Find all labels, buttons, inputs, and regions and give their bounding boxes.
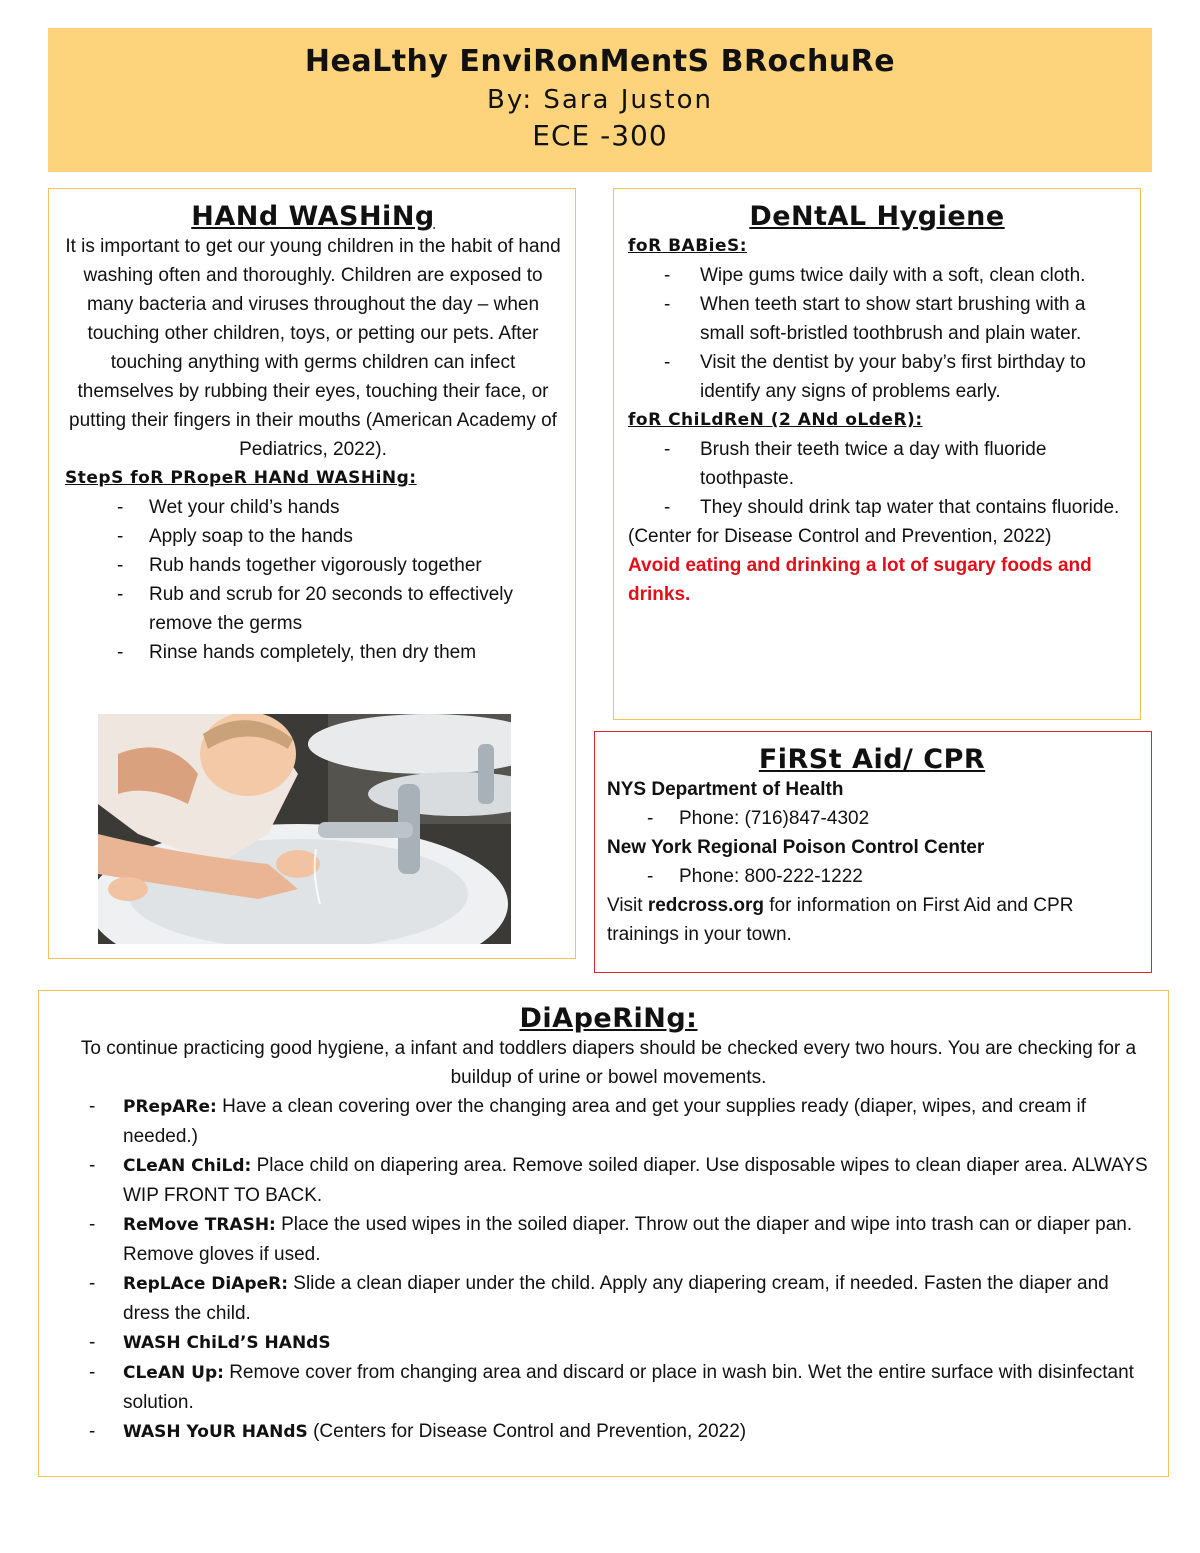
- dental-hygiene-heading: DeNtAL Hygiene: [749, 201, 1005, 232]
- steps-heading: StepS foR PRopeR HANd WASHiNg:: [65, 468, 417, 488]
- babies-list: [628, 261, 1126, 406]
- phone-number: - Phone: (716)847-4302: [607, 804, 1137, 833]
- list-item: - Brush their teeth twice a day with fluoride toothpaste.: [628, 435, 1126, 493]
- list-item: [69, 1417, 1148, 1447]
- org-nys-health: NYS Department of Health: [607, 779, 844, 800]
- diapering-heading: DiApeRiNg:: [519, 1003, 698, 1034]
- diapering-steps: [69, 1092, 1148, 1447]
- hand-washing-heading: HANd WASHiNg: [191, 201, 435, 232]
- list-item: - Apply soap to the hands: [65, 522, 561, 551]
- visit-prefix: Visit: [607, 895, 648, 916]
- first-aid-section: [594, 731, 1152, 973]
- step-label: PRepARe:: [123, 1097, 217, 1117]
- list-item: - Rub and scrub for 20 seconds to effectively remove the germs: [65, 580, 561, 638]
- phone-list-1: [607, 804, 1137, 833]
- step-label: RepLAce DiApeR:: [123, 1274, 288, 1294]
- list-item: [69, 1269, 1148, 1328]
- hand-washing-photo: [98, 714, 511, 944]
- step-label: CLeAN Up:: [123, 1363, 224, 1383]
- dental-citation: (Center for Disease Control and Prevention, 2022): [628, 526, 1052, 547]
- list-item: [69, 1210, 1148, 1269]
- list-item: [69, 1151, 1148, 1210]
- org-poison-control: New York Regional Poison Control Center: [607, 837, 985, 858]
- list-item: - Rub hands together vigorously together: [65, 551, 561, 580]
- step-label: ReMove TRASH:: [123, 1215, 276, 1235]
- first-aid-heading: FiRSt Aid/ CPR: [758, 744, 986, 775]
- list-item: [69, 1358, 1148, 1417]
- diapering-intro: To continue practicing good hygiene, a infant and toddlers diapers should be checked every two hours. You are checking for a buildup of urine or bowel movements.: [80, 1038, 1137, 1088]
- list-item: - Wipe gums twice daily with a soft, clean cloth.: [628, 261, 1126, 290]
- hand-washing-paragraph: It is important to get our young children in the habit of hand washing often and thoroughly. Children are exposed to many bacteria and viruses throughout the day – when touching other children, toys, or petting our pets. After touching anything with germs children can infect themselves by rubbing their eyes, touching their face, or putting their fingers in their mouths (American Academy of Pediatrics, 2022).: [65, 236, 561, 460]
- step-text: Place the used wipes in the soiled diaper. Throw out the diaper and wipe into trash can or diaper pan. Remove gloves if used.: [123, 1214, 1133, 1265]
- redcross-note: [607, 891, 1137, 949]
- list-item: - When teeth start to show start brushing with a small soft-bristled toothbrush and plain water.: [628, 290, 1126, 348]
- sugar-warning: Avoid eating and drinking a lot of sugary foods and drinks.: [628, 555, 1092, 605]
- step-text: Place child on diapering area. Remove soiled diaper. Use disposable wipes to clean diaper area. ALWAYS WIP FRONT TO BACK.: [123, 1155, 1148, 1206]
- redcross-link[interactable]: redcross.org: [647, 895, 764, 916]
- step-label: CLeAN ChiLd:: [123, 1156, 252, 1176]
- step-text: Slide a clean diaper under the child. Apply any diapering cream, if needed. Fasten the diaper and dress the child.: [123, 1273, 1109, 1324]
- course-code: ECE -300: [532, 119, 668, 152]
- list-item: [69, 1328, 1148, 1358]
- step-text: Have a clean covering over the changing area and get your supplies ready (diaper, wipes, and cream if needed.): [123, 1096, 1087, 1147]
- brochure-header: [48, 28, 1152, 172]
- list-item: - Rinse hands completely, then dry them: [65, 638, 561, 667]
- children-list: [628, 435, 1126, 522]
- phone-list-2: [607, 862, 1137, 891]
- step-text: (Centers for Disease Control and Prevention, 2022): [307, 1421, 747, 1442]
- step-label: WASH YoUR HANdS: [123, 1422, 308, 1442]
- babies-heading: foR BABieS:: [628, 236, 748, 256]
- brochure-title: HeaLthy EnviRonMentS BRochuRe: [304, 44, 896, 79]
- step-label: WASH ChiLd’S HANdS: [123, 1333, 331, 1353]
- step-text: Remove cover from changing area and discard or place in wash bin. Wet the entire surface with disinfectant solution.: [123, 1362, 1134, 1413]
- dental-hygiene-section: [613, 188, 1141, 720]
- children-heading: foR ChiLdReN (2 ANd oLdeR):: [628, 410, 923, 430]
- list-item: - Wet your child’s hands: [65, 493, 561, 522]
- list-item: [69, 1092, 1148, 1151]
- list-item: - Visit the dentist by your baby’s first birthday to identify any signs of problems early.: [628, 348, 1126, 406]
- diapering-section: [38, 990, 1169, 1477]
- visit-suffix: for information on First Aid and CPR trainings in your town.: [607, 895, 1074, 945]
- hand-washing-steps: [65, 493, 561, 667]
- phone-number: - Phone: 800-222-1222: [607, 862, 1137, 891]
- author-line: By: Sara Juston: [487, 85, 713, 115]
- list-item: - They should drink tap water that contains fluoride.: [628, 493, 1126, 522]
